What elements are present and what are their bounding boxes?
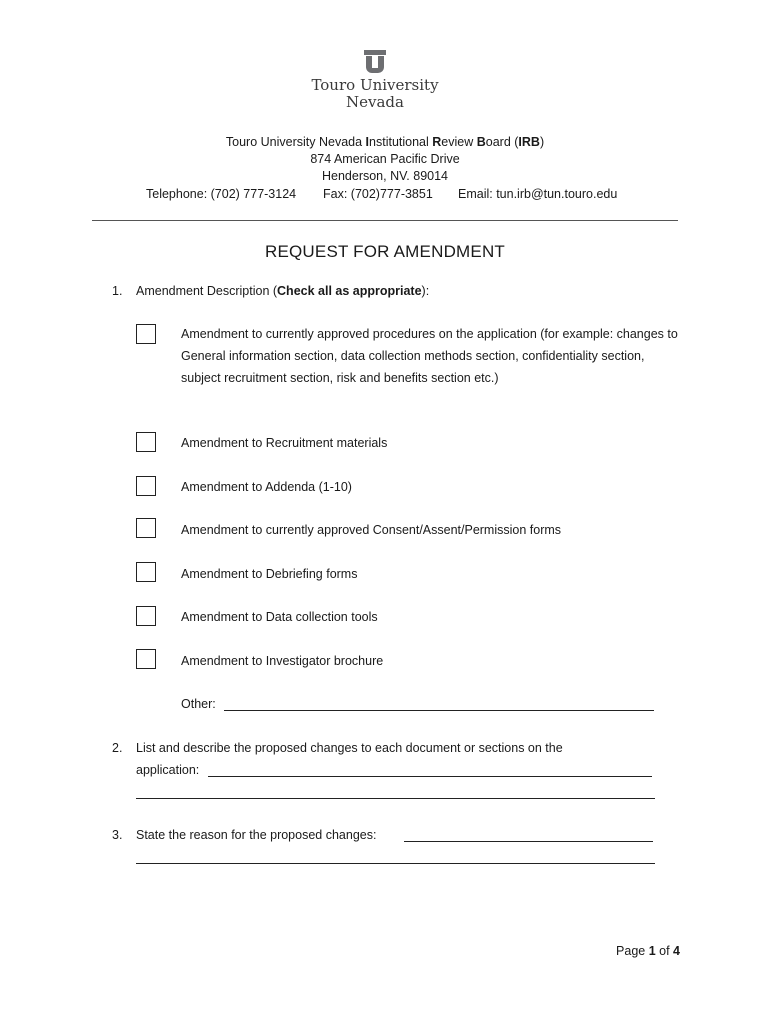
logo-text-line2: Nevada: [346, 93, 404, 111]
question-3-text: State the reason for the proposed changes:: [136, 828, 377, 842]
question-2-text-line1: List and describe the proposed changes to each document or sections on the: [136, 741, 563, 755]
question-2-input-line2[interactable]: [136, 798, 655, 799]
checkbox-procedures[interactable]: [136, 324, 156, 344]
option-investigator-brochure-label: Amendment to Investigator brochure: [181, 654, 384, 668]
checkbox-addenda[interactable]: [136, 476, 156, 496]
checkbox-debriefing[interactable]: [136, 562, 156, 582]
address-line2: Henderson, NV. 89014: [321, 169, 449, 183]
option-consent-forms-label: Amendment to currently approved Consent/Assent/Permission forms: [181, 523, 562, 537]
question-2-input-line1[interactable]: [208, 776, 652, 777]
checkbox-consent-forms[interactable]: [136, 518, 156, 538]
checkbox-investigator-brochure[interactable]: [136, 649, 156, 669]
other-input-line[interactable]: [224, 710, 654, 711]
org-name: Touro University Nevada Institutional Review Board (IRB): [225, 135, 545, 149]
option-recruitment-label: Amendment to Recruitment materials: [181, 436, 388, 450]
option-debriefing-label: Amendment to Debriefing forms: [181, 567, 358, 581]
question-1: [112, 281, 430, 302]
touro-t-logo-icon: [364, 50, 386, 74]
question-1-number: 1.: [112, 284, 123, 298]
telephone: Telephone: (702) 777-3124: [146, 187, 297, 201]
university-logo: [310, 50, 440, 111]
email: Email: tun.irb@tun.touro.edu: [458, 187, 618, 201]
question-1-text: Amendment Description (Check all as appropriate):: [136, 284, 430, 298]
page-title: REQUEST FOR AMENDMENT: [264, 242, 506, 261]
question-2-text-line2: application:: [136, 763, 200, 777]
checkbox-data-collection[interactable]: [136, 606, 156, 626]
option-addenda-label: Amendment to Addenda (1-10): [181, 480, 352, 494]
question-3-input-line2[interactable]: [136, 863, 655, 864]
question-3-number: 3.: [112, 828, 123, 842]
question-2-number: 2.: [112, 741, 123, 755]
other-label: Other:: [181, 697, 216, 711]
address-line1: 874 American Pacific Drive: [310, 152, 460, 166]
question-3-input-line1[interactable]: [404, 841, 653, 842]
option-data-collection-label: Amendment to Data collection tools: [181, 610, 378, 624]
fax: Fax: (702)777-3851: [323, 187, 433, 201]
checkbox-recruitment[interactable]: [136, 432, 156, 452]
header-divider: [92, 220, 678, 221]
logo-text-line1: Touro University: [311, 76, 439, 94]
option-procedures-label: Amendment to currently approved procedures on the application (for example: changes to General information section, data collection methods section, confidentiality section, subject recruitment section, risk and benefits section etc.): [181, 327, 678, 385]
page-number: Page 1 of 4: [616, 944, 680, 958]
